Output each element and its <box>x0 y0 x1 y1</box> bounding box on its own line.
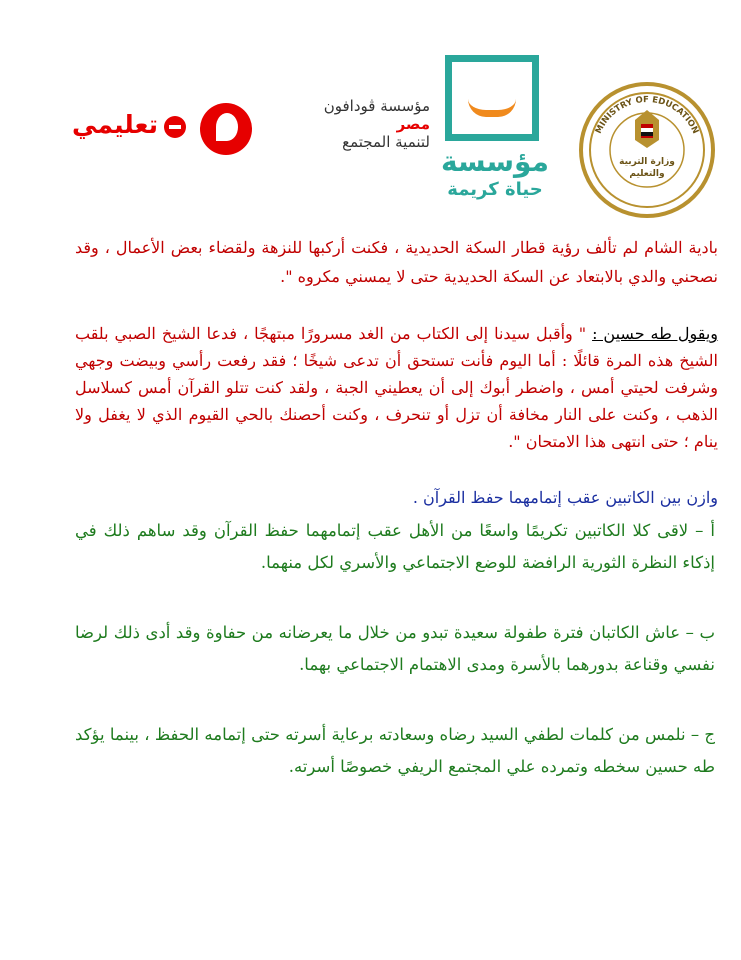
passage-continuation: بادية الشام لم تألف رؤية قطار السكة الحديدية ، فكنت أركبها للنزهة ولقضاء بعض الأعمال ، وقد نصحني والدي بالابتعاد عن السكة الحديدية حتى لا يمسني مكروه ". <box>75 238 718 286</box>
vodafone-foundation-purpose: لتنمية المجتمع <box>342 133 430 151</box>
svg-text:والتعليم: والتعليم <box>629 169 665 179</box>
hayah-subtitle: حياة كريمة <box>447 179 543 200</box>
answer-option-c: ج – نلمس من كلمات لطفي السيد رضاه وسعادته برعاية أسرته حتى إتمامه الحفظ ، بينما يؤكد طه حسين سخطه وتمرده علي المجتمع الريفي خصوصًا أسرته. <box>75 725 715 776</box>
taalimi-wordmark: تعليمي <box>72 110 158 139</box>
logo-header <box>0 0 741 215</box>
svg-text:MINISTRY OF EDUCATION: MINISTRY OF EDUCATION <box>593 94 701 136</box>
passage-lead: ويقول طه حسين : <box>592 324 719 343</box>
vodafone-speechmark-icon <box>200 103 252 155</box>
hayah-frame-icon <box>445 55 539 141</box>
answer-option-a: أ – لاقى كلا الكاتبين تكريمًا واسعًا من الأهل عقب إتمامهما حفظ القرآن وقد ساهم ذلك في إذكاء النظرة الثورية الرافضة للوضع الاجتماعي والأسري لكل منهما. <box>75 521 715 572</box>
taalimi-icon <box>164 116 186 138</box>
ministry-of-education-seal <box>577 80 717 220</box>
vodafone-foundation-logo <box>195 95 435 165</box>
taha-hussein-passage <box>75 320 718 455</box>
passage-quote: " وأقبل سيدنا إلى الكتاب من الغد مسرورًا مبتهجًا ، فدعا الشيخ الصبي بلقب الشيخ هذه المرة قائلًا : أما اليوم فأنت تستحق أن تدعى شيخًا ؛ فقد رفعت رأسي وبيضت وجهي وشرفت لحيتي أمس ، واضطر أبوك إلى أن يعطيني الجبة ، ولقد كنت تتلو القرآن أمس كسلاسل الذهب ، وكنت على النار مخافة أن تزل أو تنحرف ، وكنت أحصنك بالحي القيوم الذي لا يغفل ولا ينام ؛ حتى انتهى هذا الامتحان ". <box>75 324 719 451</box>
hayah-karima-logo <box>440 55 550 205</box>
answer-option-b: ب – عاش الكاتبان فترة طفولة سعيدة تبدو من خلال ما يعرضانه من حفاوة وقد أدى ذلك لرضا نفسي وقناعة بدورهما بالأسرة ومدى الاهتمام الاجتماعي بهما. <box>75 623 715 674</box>
hayah-title: مؤسسة <box>441 145 549 178</box>
question-prompt: وازن بين الكاتبين عقب إتمامهما حفظ القرآن . <box>412 488 718 507</box>
vodafone-foundation-name: مؤسسة ڤودافون <box>323 97 430 115</box>
vodafone-foundation-country: مصر <box>396 115 430 133</box>
taalimi-logo <box>50 108 190 148</box>
svg-text:وزارة التربية: وزارة التربية <box>619 157 675 167</box>
